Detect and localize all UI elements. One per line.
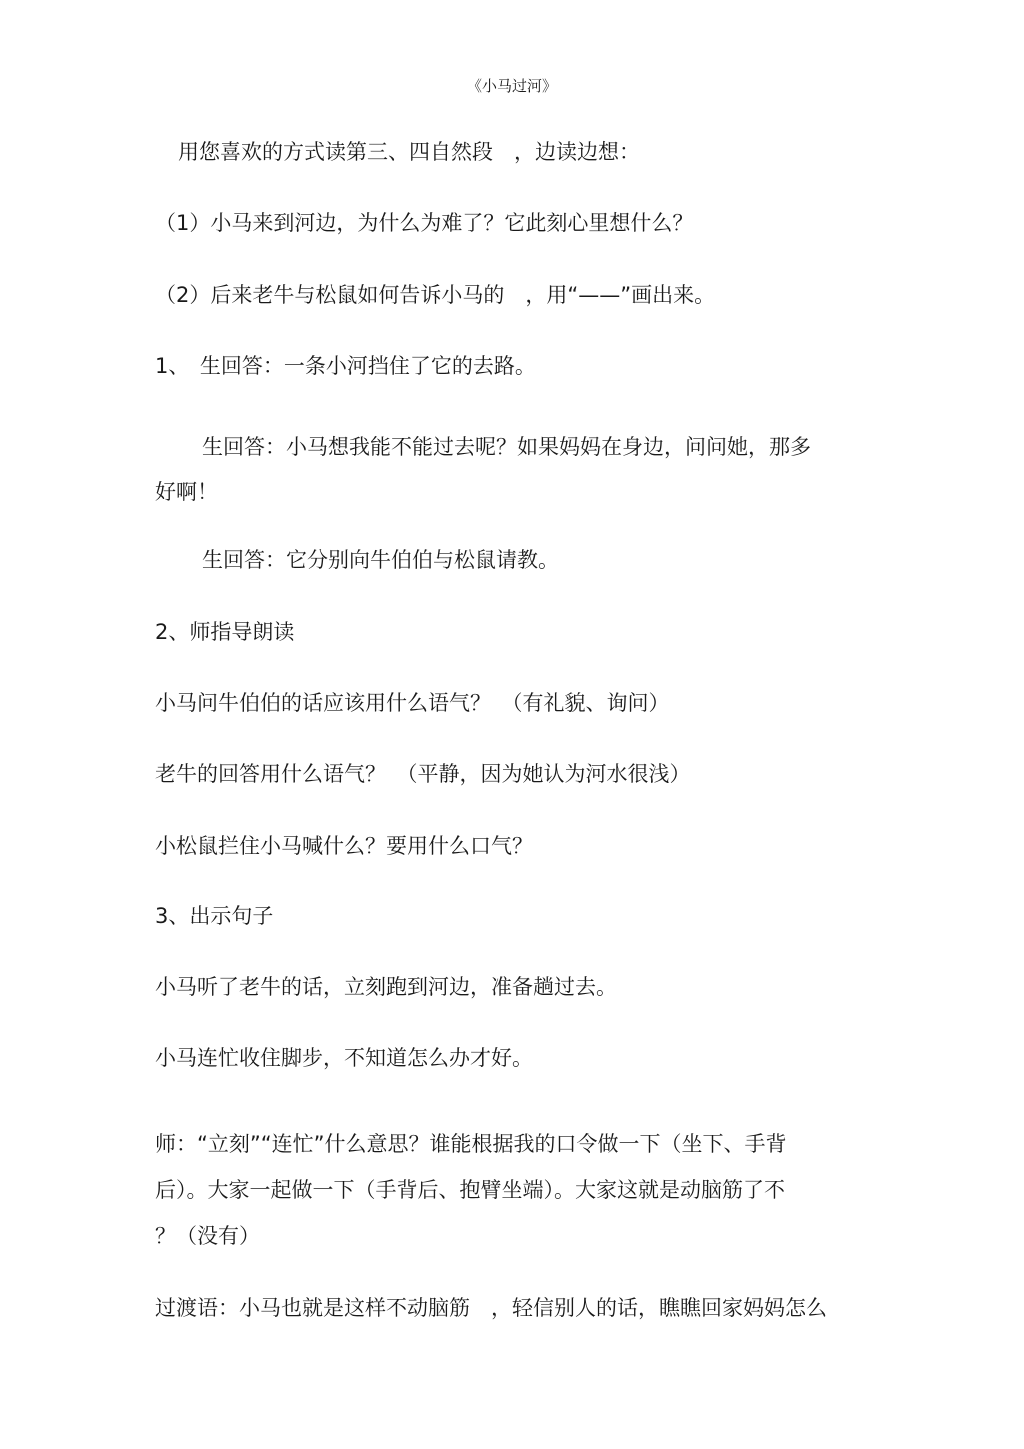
teacher-prompt-line-3: ？（没有）	[155, 1224, 260, 1248]
example-sentence-1: 小马听了老牛的话，立刻跑到河边，准备趟过去。	[155, 975, 617, 999]
section-2-heading: 2、师指导朗读	[155, 620, 295, 644]
teacher-prompt-line-1: 师：“立刻”“连忙”什么意思？谁能根据我的口令做一下（坐下、手背	[155, 1132, 787, 1156]
tone-question-1: 小马问牛伯伯的话应该用什么语气？ （有礼貌、询问）	[155, 691, 670, 715]
answer-2-line-2: 好啊！	[155, 480, 218, 504]
transition-line: 过渡语：小马也就是这样不动脑筋 ，轻信别人的话，瞧瞧回家妈妈怎么	[155, 1296, 827, 1320]
question-2: （2）后来老牛与松鼠如何告诉小马的 ，用“——”画出来。	[155, 283, 716, 307]
tone-question-2: 老牛的回答用什么语气？ （平静，因为她认为河水很浅）	[155, 762, 691, 786]
question-1: （1）小马来到河边，为什么为难了？它此刻心里想什么？	[155, 211, 694, 235]
reading-instruction: 用您喜欢的方式读第三、四自然段 ，边读边想：	[178, 140, 640, 164]
answer-1: 1、 生回答：一条小河挡住了它的去路。	[155, 354, 536, 378]
teacher-prompt-line-2: 后）。大家一起做一下（手背后、抱臂坐端）。大家这就是动脑筋了不	[155, 1178, 785, 1202]
example-sentence-2: 小马连忙收住脚步，不知道怎么办才好。	[155, 1046, 533, 1070]
document-title: 《小马过河》	[466, 77, 557, 95]
section-3-heading: 3、出示句子	[155, 904, 274, 928]
answer-2-line-1: 生回答：小马想我能不能过去呢？如果妈妈在身边，问问她，那多	[202, 435, 811, 459]
tone-question-3: 小松鼠拦住小马喊什么？要用什么口气？	[155, 834, 533, 858]
answer-3: 生回答：它分别向牛伯伯与松鼠请教。	[202, 548, 559, 572]
